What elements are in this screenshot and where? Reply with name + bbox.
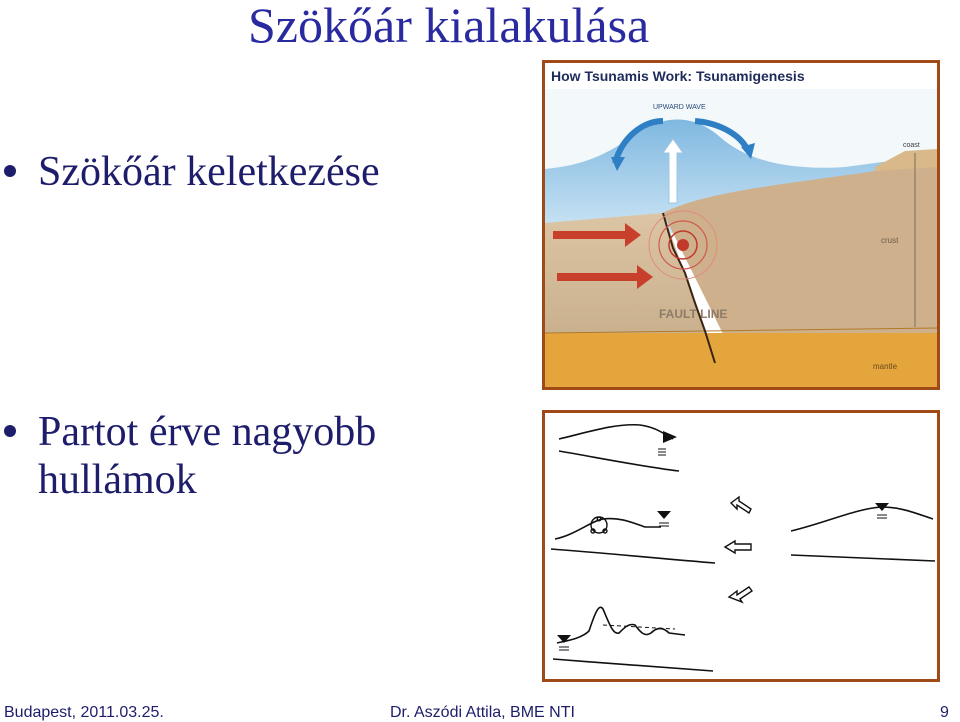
wave-label: UPWARD WAVE [653, 104, 706, 111]
water-level-icon [663, 431, 677, 443]
bullet-text-line1: Partot érve nagyobb [38, 409, 377, 455]
bullet-text: Szökőár keletkezése [38, 149, 380, 195]
fault-label: FAULT LINE [659, 307, 728, 321]
footer-location-date: Budapest, 2011.03.25. [4, 704, 164, 721]
figure-header: How Tsunamis Work: Tsunamigenesis [551, 68, 805, 84]
wave-profile-1 [559, 425, 673, 439]
page-number: 9 [940, 704, 949, 721]
shoaling-waves-figure [542, 410, 940, 682]
water-level-markers [557, 431, 889, 643]
bullet-larger-waves [4, 408, 464, 504]
direction-arrows [725, 497, 752, 602]
bullet-text-line2: hullámok [38, 457, 197, 503]
mantle-layer [545, 333, 937, 387]
seabed-4 [553, 659, 713, 671]
wave-profile-4 [557, 607, 685, 643]
wave-profile-3 [791, 507, 933, 531]
bullet-tsunami-generation [4, 148, 380, 196]
arrow-left-icon [729, 587, 752, 602]
coast-label: coast [903, 142, 920, 149]
page-title: Szökőár kialakulása [248, 0, 650, 53]
bullet-dot [4, 425, 16, 437]
arrow-left-icon [731, 497, 751, 513]
seabed-3 [791, 555, 935, 561]
arrow-left-icon [725, 541, 751, 553]
shoaling-waves-diagram [545, 413, 937, 679]
tsunamigenesis-diagram [545, 63, 937, 387]
seabed-2 [551, 549, 715, 563]
mantle-label: mantle [873, 362, 898, 371]
bullet-dot [4, 165, 16, 177]
wave-profile-2 [555, 519, 661, 539]
crust-label: crust [881, 236, 899, 245]
seabed-1 [559, 451, 679, 471]
tsunamigenesis-figure [542, 60, 940, 390]
footer-author: Dr. Aszódi Attila, BME NTI [390, 704, 575, 721]
water-level-icon [657, 511, 671, 519]
epicenter [677, 239, 689, 251]
